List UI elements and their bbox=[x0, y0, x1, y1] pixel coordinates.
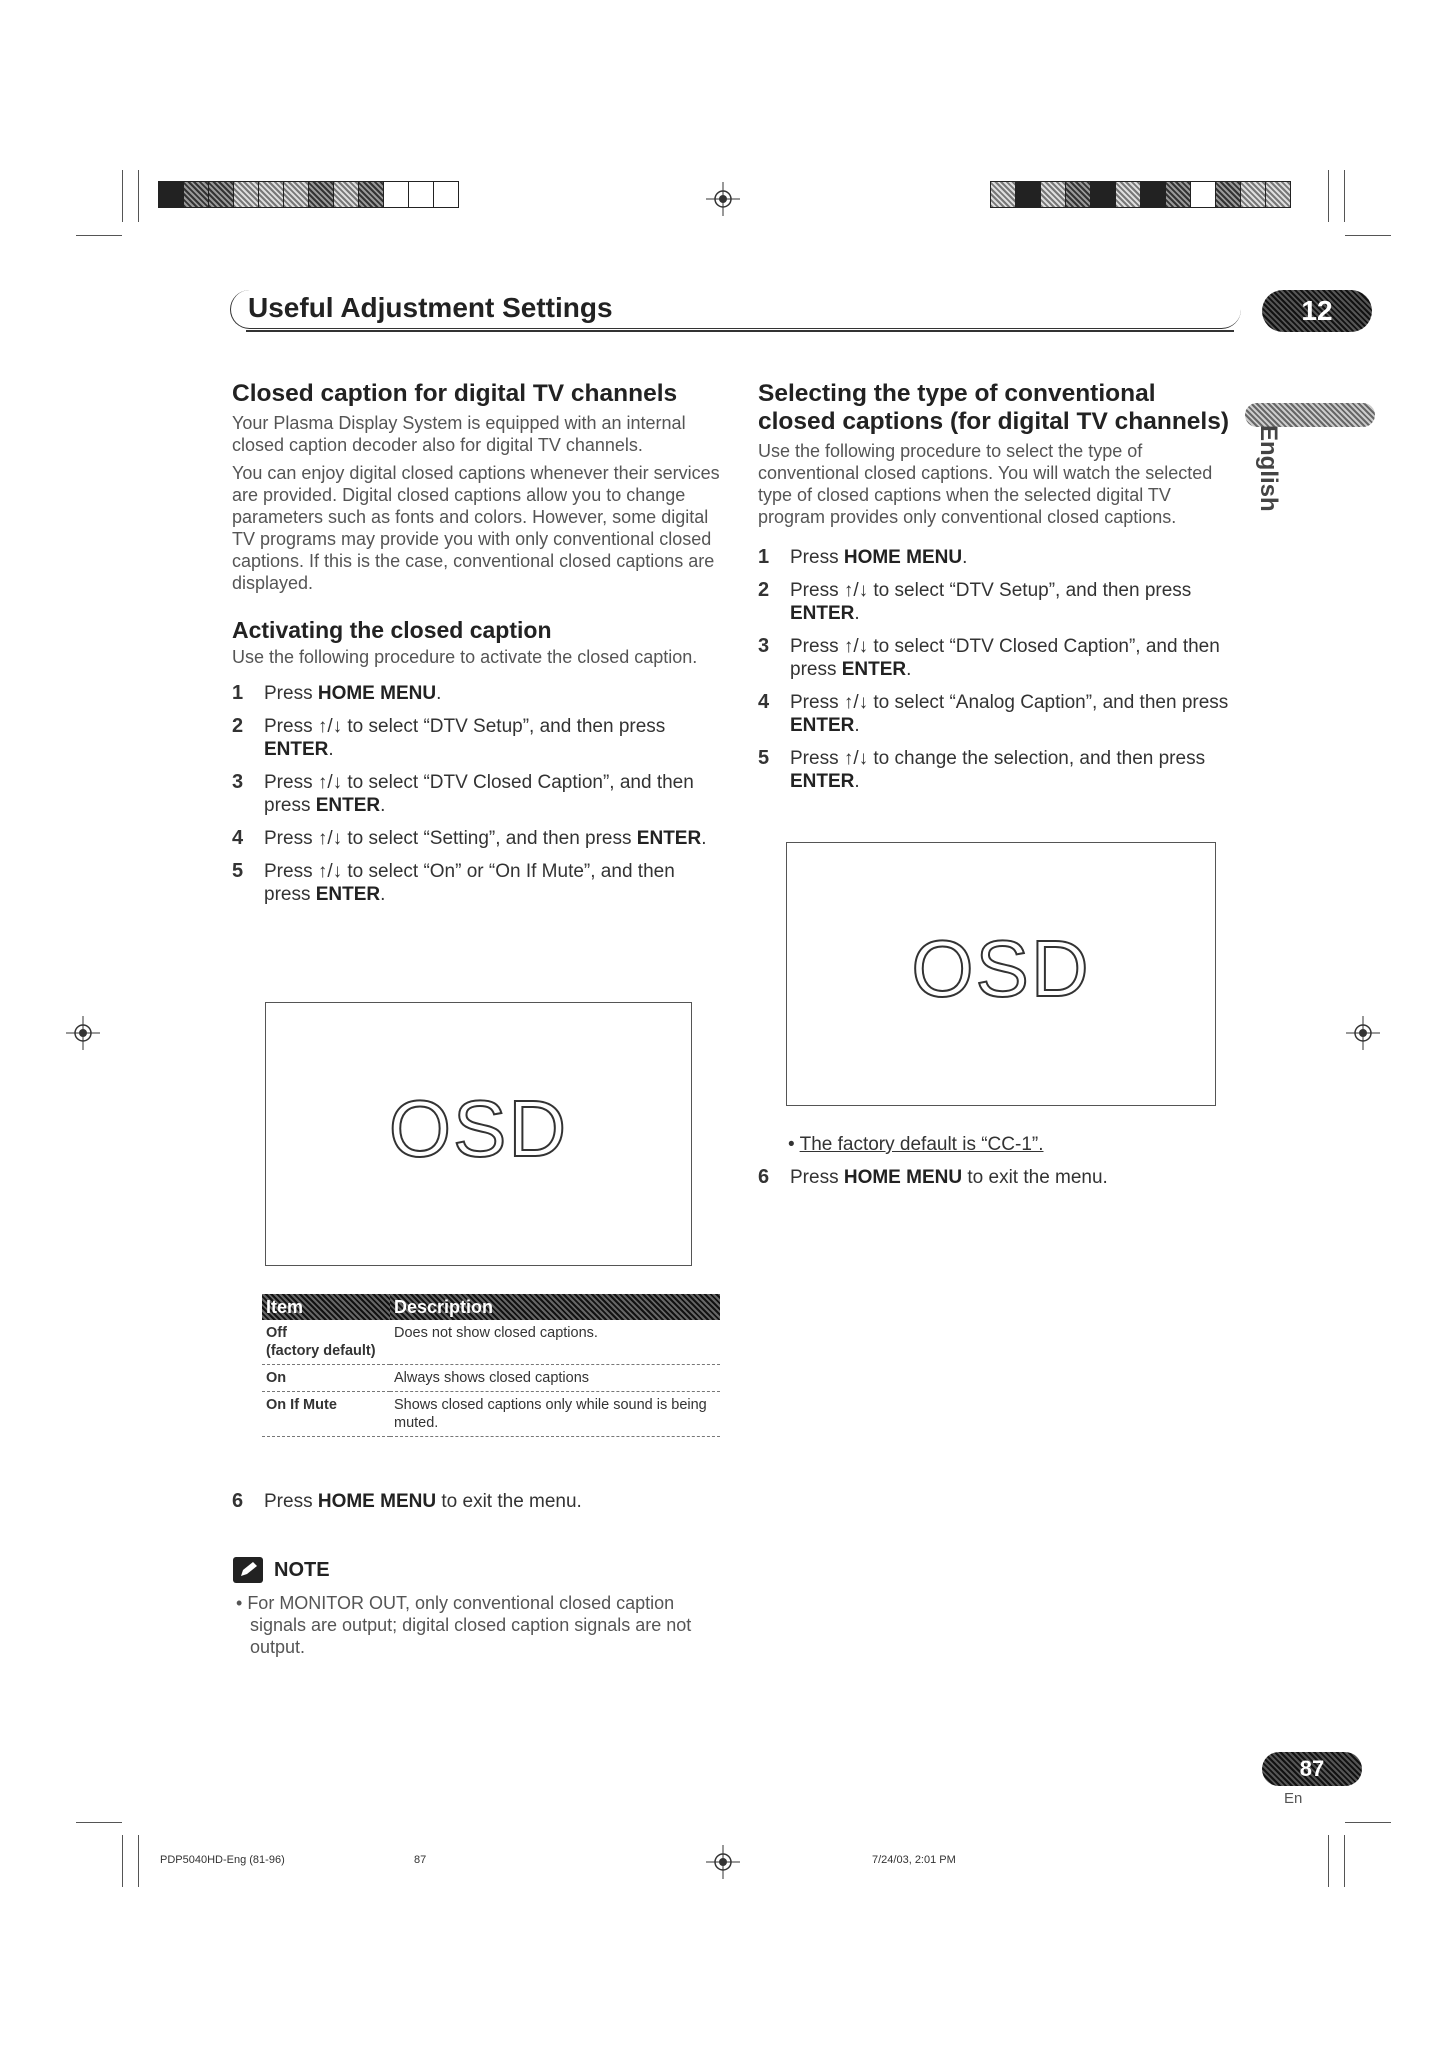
list-item: 2 Press ↑/↓ to select “DTV Setup”, and then press ENTER. bbox=[232, 715, 666, 760]
footer-page: 87 bbox=[414, 1854, 427, 1866]
crop-mark bbox=[1328, 1835, 1329, 1887]
registration-mark-icon bbox=[706, 182, 740, 216]
left-sub-intro: Use the following procedure to activate the closed caption. bbox=[232, 647, 698, 667]
note-box bbox=[232, 1556, 722, 1658]
footer-file: PDP5040HD-Eng (81-96) bbox=[160, 1854, 285, 1866]
right-column bbox=[758, 380, 1238, 803]
table-row: On Always shows closed captions bbox=[262, 1365, 720, 1392]
left-step-6 bbox=[232, 1490, 722, 1523]
registration-mark-icon bbox=[1346, 1016, 1380, 1050]
list-item: 5 Press ↑/↓ to change the selection, and then press ENTER. bbox=[758, 747, 1206, 792]
note-text: • For MONITOR OUT, only conventional closed caption signals are output; digital closed caption signals are not output. bbox=[236, 1593, 692, 1657]
crop-mark bbox=[122, 1835, 123, 1887]
crop-mark bbox=[138, 170, 139, 222]
right-heading: Selecting the type of conventional closed captions (for digital TV channels) bbox=[758, 380, 1230, 435]
right-steps bbox=[758, 546, 1238, 793]
right-step-6 bbox=[758, 1166, 1238, 1199]
default-bullet: • The factory default is “CC-1”. bbox=[788, 1134, 1044, 1155]
osd-label: OSD bbox=[911, 924, 1091, 1013]
list-item: 5 Press ↑/↓ to select “On” or “On If Mute”, and then press ENTER. bbox=[232, 860, 675, 905]
list-item: 6 Press HOME MENU to exit the menu. bbox=[232, 1490, 582, 1512]
language-tab bbox=[1245, 403, 1375, 427]
color-bar-right bbox=[990, 181, 1290, 208]
footer-timestamp: 7/24/03, 2:01 PM bbox=[872, 1854, 956, 1866]
left-heading: Closed caption for digital TV channels bbox=[232, 380, 678, 407]
osd-screen bbox=[265, 1002, 692, 1266]
left-intro-2: You can enjoy digital closed captions whenever their services are provided. Digital closed captions allow you to change parameters such as fonts and colors. However, some digital TV programs may provide you with only conventional closed captions. If this is the case, conventional closed captions are displayed. bbox=[232, 463, 720, 593]
osd-label: OSD bbox=[388, 1084, 569, 1173]
table-row: Off (factory default) Does not show closed captions. bbox=[262, 1320, 720, 1365]
crop-mark bbox=[122, 170, 123, 222]
note-title: NOTE bbox=[274, 1558, 330, 1581]
registration-mark-icon bbox=[66, 1016, 100, 1050]
list-item: 1 Press HOME MENU. bbox=[232, 682, 442, 704]
right-intro: Use the following procedure to select the type of conventional closed captions. You will watch the selected type of closed captions when the selected digital TV program provides only conventional closed captions. bbox=[758, 441, 1213, 527]
crop-mark bbox=[1328, 170, 1329, 222]
section-title: Useful Adjustment Settings bbox=[248, 292, 613, 323]
registration-mark-icon bbox=[706, 1845, 740, 1879]
crop-mark bbox=[1344, 170, 1345, 222]
crop-mark bbox=[1344, 1835, 1345, 1887]
osd-screen bbox=[786, 842, 1216, 1106]
left-steps bbox=[232, 682, 722, 906]
settings-table bbox=[262, 1294, 720, 1437]
table-header-description: Description bbox=[390, 1294, 720, 1320]
list-item: 3 Press ↑/↓ to select “DTV Closed Caption”, and then press ENTER. bbox=[758, 635, 1220, 680]
crop-mark bbox=[76, 235, 122, 236]
list-item: 2 Press ↑/↓ to select “DTV Setup”, and then press ENTER. bbox=[758, 579, 1192, 624]
crop-mark bbox=[138, 1835, 139, 1887]
crop-mark bbox=[1345, 235, 1391, 236]
list-item: 3 Press ↑/↓ to select “DTV Closed Caption”, and then press ENTER. bbox=[232, 771, 694, 816]
list-item: 4 Press ↑/↓ to select “Setting”, and then press ENTER. bbox=[232, 827, 707, 849]
list-item: 4 Press ↑/↓ to select “Analog Caption”, and then press ENTER. bbox=[758, 691, 1229, 736]
left-column bbox=[232, 380, 722, 916]
language-code: En bbox=[1284, 1790, 1303, 1807]
table-header-item: Item bbox=[262, 1294, 390, 1320]
language-label: English bbox=[1255, 425, 1282, 512]
crop-mark bbox=[1345, 1822, 1391, 1823]
left-intro-1: Your Plasma Display System is equipped with an internal closed caption decoder also for digital TV channels. bbox=[232, 413, 686, 455]
crop-mark bbox=[76, 1822, 122, 1823]
section-rule bbox=[246, 330, 1234, 332]
chapter-badge: 12 bbox=[1262, 290, 1372, 332]
list-item: 6 Press HOME MENU to exit the menu. bbox=[758, 1166, 1108, 1188]
page-number-badge: 87 bbox=[1262, 1752, 1362, 1786]
color-bar-left bbox=[158, 181, 458, 208]
table-row: On If Mute Shows closed captions only while sound is being muted. bbox=[262, 1392, 720, 1437]
list-item: 1 Press HOME MENU. bbox=[758, 546, 968, 568]
left-subheading: Activating the closed caption bbox=[232, 617, 552, 643]
note-pencil-icon bbox=[232, 1556, 264, 1584]
